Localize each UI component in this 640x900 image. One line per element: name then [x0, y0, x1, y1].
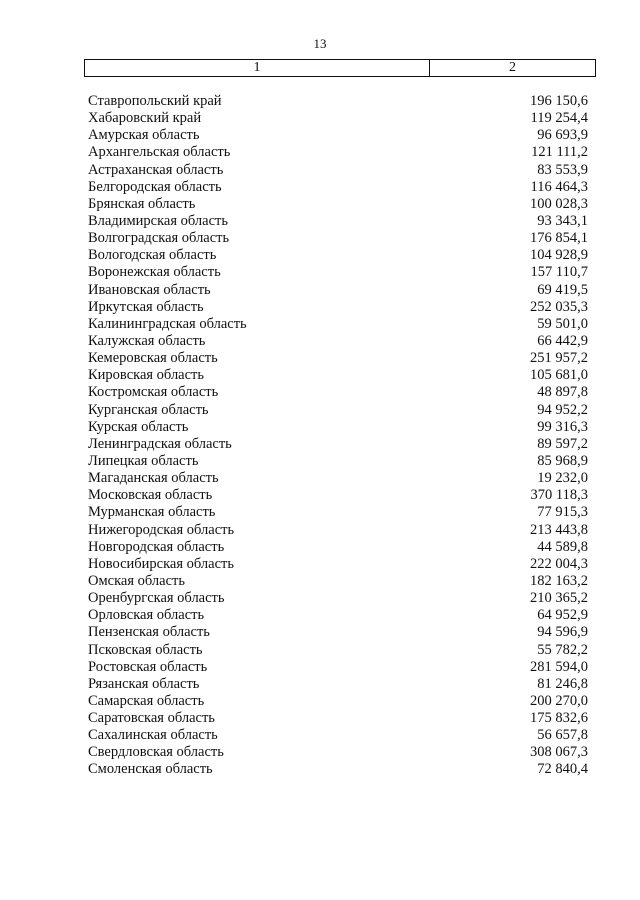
- region-name: Оренбургская область: [88, 590, 225, 607]
- region-name: Рязанская область: [88, 675, 200, 692]
- region-name: Кемеровская область: [88, 350, 218, 367]
- region-value: 200 270,0: [530, 692, 588, 709]
- region-value: 72 840,4: [537, 761, 588, 778]
- region-value: 89 597,2: [537, 435, 588, 452]
- region-value: 99 316,3: [537, 418, 588, 435]
- table-row: [88, 127, 588, 144]
- region-name: Ростовская область: [88, 658, 208, 675]
- table-row: [88, 573, 588, 590]
- table-body: [88, 93, 588, 779]
- table-row: [88, 333, 588, 350]
- region-name: Пензенская область: [88, 624, 210, 641]
- region-name: Омская область: [88, 572, 185, 589]
- region-name: Орловская область: [88, 607, 205, 624]
- region-value: 116 464,3: [530, 178, 588, 195]
- table-row: [88, 230, 588, 247]
- table-row: [88, 162, 588, 179]
- region-value: 94 952,2: [537, 401, 588, 418]
- table-row: [88, 367, 588, 384]
- region-value: 59 501,0: [537, 315, 588, 332]
- region-value: 69 419,5: [537, 281, 588, 298]
- region-value: 96 693,9: [537, 127, 588, 144]
- region-name: Новосибирская область: [88, 555, 234, 572]
- region-name: Липецкая область: [88, 452, 199, 469]
- region-value: 281 594,0: [530, 658, 588, 675]
- region-name: Курганская область: [88, 401, 209, 418]
- region-value: 44 589,8: [537, 538, 588, 555]
- table-row: [88, 247, 588, 264]
- region-name: Псковская область: [88, 641, 203, 658]
- table-row: [88, 144, 588, 161]
- region-name: Новгородская область: [88, 538, 225, 555]
- region-name: Кировская область: [88, 367, 205, 384]
- table-row: [88, 384, 588, 401]
- region-value: 66 442,9: [537, 332, 588, 349]
- region-name: Магаданская область: [88, 470, 219, 487]
- region-value: 105 681,0: [530, 367, 588, 384]
- table-row: [88, 556, 588, 573]
- table-row: [88, 744, 588, 761]
- table-row: [88, 727, 588, 744]
- region-value: 210 365,2: [530, 590, 588, 607]
- region-name: Ставропольский край: [88, 93, 222, 109]
- region-name: Астраханская область: [88, 161, 224, 178]
- region-value: 308 067,3: [530, 744, 588, 761]
- table-row: [88, 299, 588, 316]
- region-name: Калужская область: [88, 332, 206, 349]
- region-name: Воронежская область: [88, 264, 221, 281]
- region-name: Белгородская область: [88, 178, 222, 195]
- region-value: 77 915,3: [537, 504, 588, 521]
- table-row: [88, 624, 588, 641]
- region-value: 93 343,1: [537, 212, 588, 229]
- region-name: Смоленская область: [88, 761, 213, 778]
- region-value: 48 897,8: [537, 384, 588, 401]
- region-name: Нижегородская область: [88, 521, 235, 538]
- region-value: 81 246,8: [537, 675, 588, 692]
- region-value: 104 928,9: [530, 247, 588, 264]
- region-name: Хабаровский край: [88, 110, 202, 127]
- region-value: 94 596,9: [537, 624, 588, 641]
- region-name: Ивановская область: [88, 281, 211, 298]
- region-name: Волгоградская область: [88, 230, 230, 247]
- region-value: 251 957,2: [530, 350, 588, 367]
- region-value: 252 035,3: [530, 298, 588, 315]
- region-name: Мурманская область: [88, 504, 216, 521]
- page-number: 13: [313, 36, 327, 51]
- region-value: 370 118,3: [530, 487, 588, 504]
- region-value: 222 004,3: [530, 555, 588, 572]
- region-value: 100 028,3: [530, 195, 588, 212]
- table-row: [88, 110, 588, 127]
- region-value: 83 553,9: [537, 161, 588, 178]
- region-name: Вологодская область: [88, 247, 217, 264]
- region-name: Саратовская область: [88, 710, 215, 727]
- table-row: [88, 590, 588, 607]
- region-value: 213 443,8: [530, 521, 588, 538]
- region-value: 176 854,1: [530, 230, 588, 247]
- table-row: [88, 282, 588, 299]
- region-name: Брянская область: [88, 195, 196, 212]
- region-name: Сахалинская область: [88, 727, 218, 744]
- table-row: [88, 213, 588, 230]
- region-name: Калининградская область: [88, 315, 247, 332]
- region-value: 19 232,0: [537, 470, 588, 487]
- table-row: [88, 453, 588, 470]
- table-row: [88, 642, 588, 659]
- region-name: Амурская область: [88, 127, 200, 144]
- region-value: 119 254,4: [530, 110, 588, 127]
- column-header-2: 2: [509, 60, 516, 75]
- region-name: Архангельская область: [88, 144, 231, 161]
- table-row: [88, 93, 588, 110]
- table-row: [88, 710, 588, 727]
- table-row: [88, 470, 588, 487]
- region-name: Самарская область: [88, 692, 205, 709]
- region-value: 64 952,9: [537, 607, 588, 624]
- table-row: [88, 522, 588, 539]
- table-row: [88, 436, 588, 453]
- table-row: [88, 316, 588, 333]
- table-row: [88, 761, 588, 778]
- region-name: Свердловская область: [88, 744, 224, 761]
- table-row: [88, 607, 588, 624]
- table-row: [88, 179, 588, 196]
- table-row: [88, 676, 588, 693]
- region-name: Московская область: [88, 487, 213, 504]
- region-name: Иркутская область: [88, 298, 204, 315]
- region-name: Ленинградская область: [88, 435, 232, 452]
- table-header: [84, 59, 596, 77]
- table-row: [88, 419, 588, 436]
- table-row: [88, 196, 588, 213]
- region-value: 55 782,2: [537, 641, 588, 658]
- column-header-1: 1: [85, 60, 430, 76]
- region-name: Костромская область: [88, 384, 219, 401]
- region-value: 175 832,6: [530, 710, 588, 727]
- table-row: [88, 659, 588, 676]
- region-value: 157 110,7: [530, 264, 588, 281]
- region-value: 182 163,2: [530, 572, 588, 589]
- region-value: 196 150,6: [530, 93, 588, 109]
- region-name: Курская область: [88, 418, 189, 435]
- table-row: [88, 350, 588, 367]
- table-row: [88, 539, 588, 556]
- region-value: 85 968,9: [537, 452, 588, 469]
- region-name: Владимирская область: [88, 212, 228, 229]
- table-row: [88, 264, 588, 281]
- table-row: [88, 487, 588, 504]
- region-value: 56 657,8: [537, 727, 588, 744]
- table-row: [88, 693, 588, 710]
- table-row: [88, 402, 588, 419]
- table-row: [88, 504, 588, 521]
- region-value: 121 111,2: [531, 144, 588, 161]
